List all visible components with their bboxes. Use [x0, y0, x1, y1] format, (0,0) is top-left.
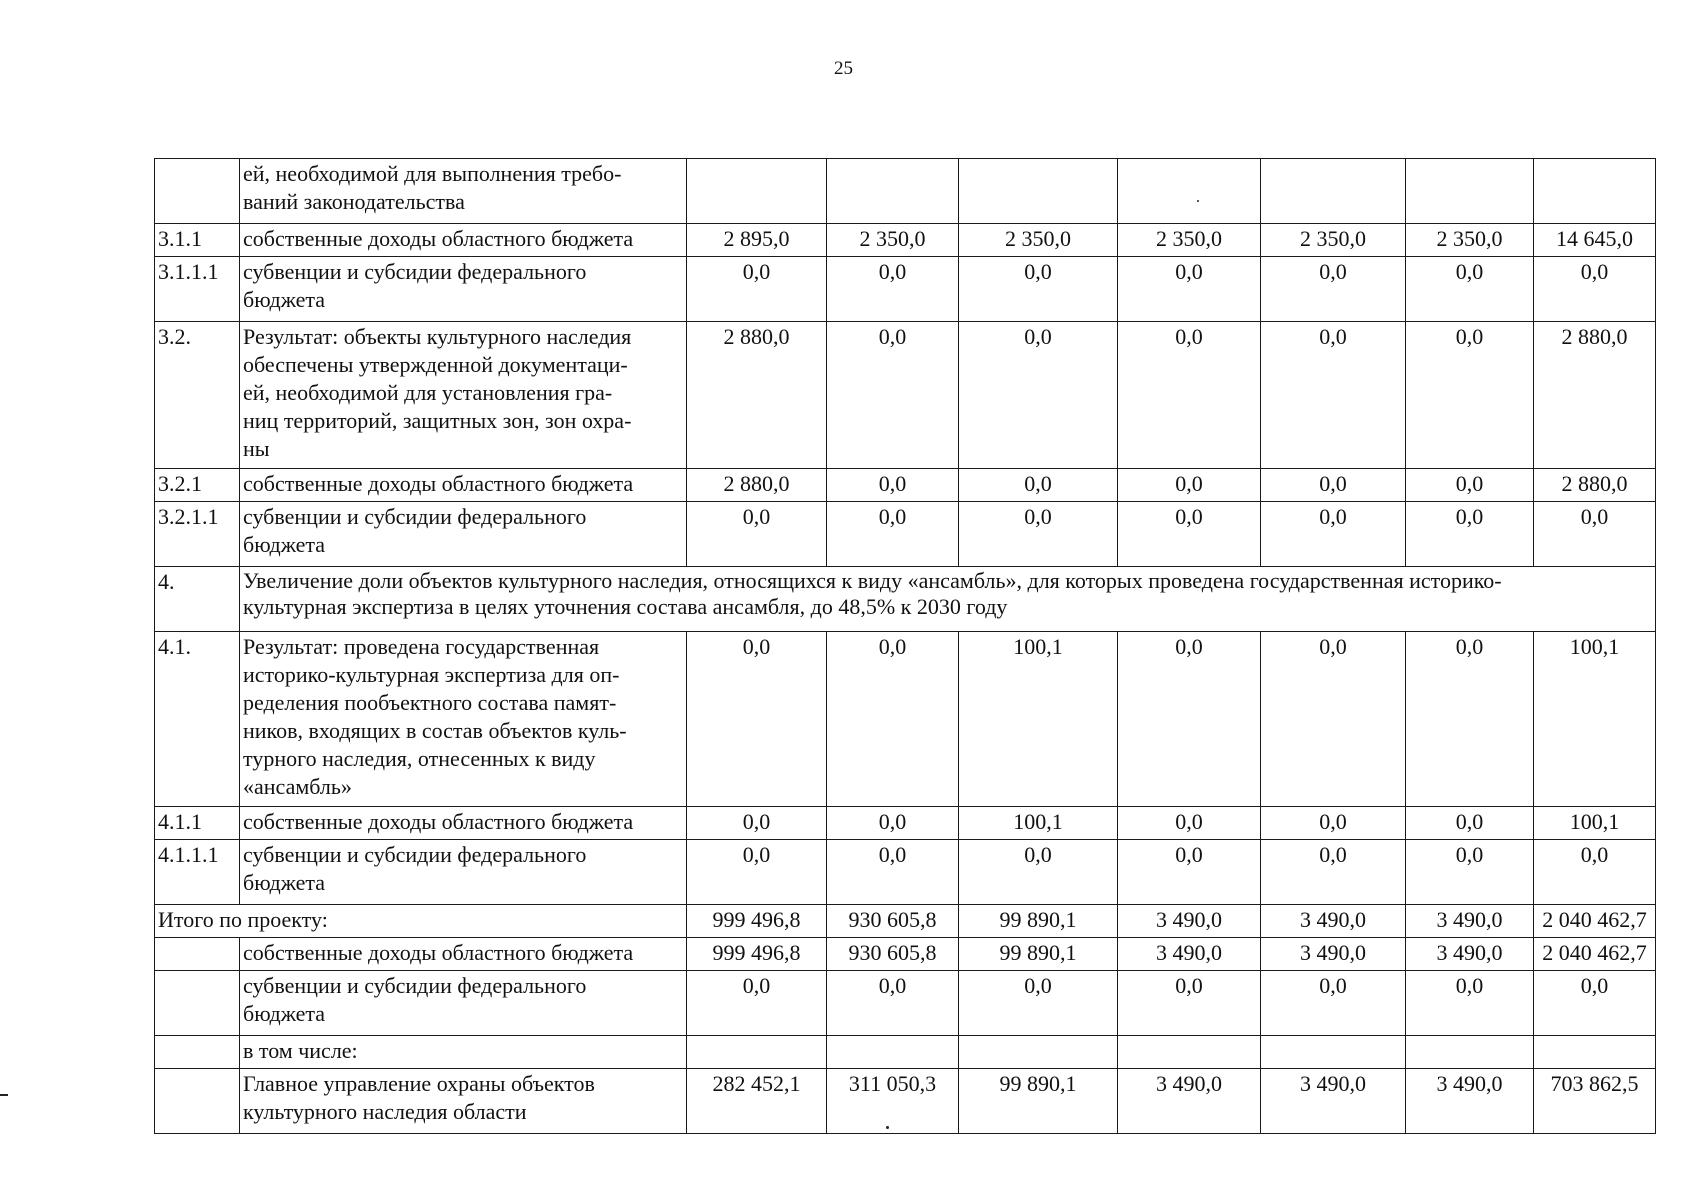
value-cell: 999 496,8 — [687, 905, 827, 938]
value-cell: 930 605,8 — [827, 938, 959, 971]
table-row — [155, 905, 1656, 938]
value-cell: 3 490,0 — [1406, 905, 1534, 938]
value-cell: 0,0 — [959, 257, 1118, 322]
table-row — [155, 840, 1656, 905]
value-cell: 0,0 — [1118, 469, 1261, 502]
value-cell: 0,0 — [1118, 632, 1261, 807]
value-cell: 0,0 — [1406, 502, 1534, 567]
value-cell: 2 880,0 — [687, 322, 827, 469]
section-heading: Увеличение доли объектов культурного наследия, относящихся к виду «ансамбль», для которых проведена государственная историко- культурная экспертиза в целях уточнения состава ансамбля, до 48,5% к 2030 году — [240, 567, 1656, 632]
total-label: Итого по проекту: — [155, 905, 687, 938]
value-cell: 0,0 — [959, 469, 1118, 502]
row-description: в том числе: — [240, 1036, 687, 1069]
value-cell: 0,0 — [1534, 840, 1656, 905]
value-cell: 0,0 — [1118, 971, 1261, 1036]
value-cell: 0,0 — [959, 502, 1118, 567]
value-cell: 0,0 — [1406, 971, 1534, 1036]
value-cell: 282 452,1 — [687, 1069, 827, 1134]
value-cell: 0,0 — [1118, 807, 1261, 840]
value-cell: 0,0 — [687, 971, 827, 1036]
value-cell: 999 496,8 — [687, 938, 827, 971]
value-cell — [1406, 159, 1534, 224]
value-cell: 99 890,1 — [959, 905, 1118, 938]
value-cell: 0,0 — [687, 807, 827, 840]
row-description: собственные доходы областного бюджета — [240, 807, 687, 840]
value-cell: 0,0 — [1261, 632, 1406, 807]
value-cell: 0,0 — [959, 322, 1118, 469]
value-cell — [687, 1036, 827, 1069]
table-row — [155, 807, 1656, 840]
value-cell: 0,0 — [1118, 840, 1261, 905]
value-cell: 0,0 — [1261, 257, 1406, 322]
row-description: субвенции и субсидии федерального бюджета — [240, 502, 687, 567]
value-cell — [1261, 1036, 1406, 1069]
value-cell: 0,0 — [1406, 807, 1534, 840]
row-code: 3.1.1.1 — [155, 257, 240, 322]
value-cell — [1261, 159, 1406, 224]
row-code: 3.2.1.1 — [155, 502, 240, 567]
value-cell: 2 350,0 — [959, 224, 1118, 257]
row-code — [155, 1069, 240, 1134]
margin-mark — [0, 1094, 8, 1096]
value-cell: 99 890,1 — [959, 938, 1118, 971]
value-cell: 3 490,0 — [1118, 938, 1261, 971]
value-cell: 100,1 — [1534, 632, 1656, 807]
value-cell: 311 050,3 — [827, 1069, 959, 1134]
value-cell: 0,0 — [827, 632, 959, 807]
value-cell: 2 040 462,7 — [1534, 938, 1656, 971]
value-cell — [1406, 1036, 1534, 1069]
value-cell: 0,0 — [1406, 840, 1534, 905]
page-number: 25 — [834, 58, 853, 79]
table-row — [155, 632, 1656, 807]
value-cell: 0,0 — [687, 257, 827, 322]
table-row — [155, 469, 1656, 502]
value-cell: 0,0 — [1118, 257, 1261, 322]
row-description: субвенции и субсидии федерального бюджета — [240, 840, 687, 905]
table-row — [155, 224, 1656, 257]
value-cell: 3 490,0 — [1406, 938, 1534, 971]
row-code — [155, 1036, 240, 1069]
value-cell — [1534, 159, 1656, 224]
value-cell: 0,0 — [687, 840, 827, 905]
value-cell — [1118, 159, 1261, 224]
value-cell: 100,1 — [959, 632, 1118, 807]
row-description: Результат: объекты культурного наследия обеспечены утвержденной документаци- ей, необходимой для установления гра- ниц территорий, защитных зон, зон охра- ны — [240, 322, 687, 469]
row-description: собственные доходы областного бюджета — [240, 224, 687, 257]
value-cell: 0,0 — [1261, 469, 1406, 502]
value-cell: 0,0 — [827, 257, 959, 322]
value-cell: 3 490,0 — [1118, 1069, 1261, 1134]
table-row — [155, 1069, 1656, 1134]
value-cell — [1534, 1036, 1656, 1069]
value-cell: 0,0 — [1118, 502, 1261, 567]
table-row — [155, 1036, 1656, 1069]
value-cell: 100,1 — [1534, 807, 1656, 840]
value-cell: 0,0 — [1406, 322, 1534, 469]
value-cell: 2 350,0 — [1118, 224, 1261, 257]
value-cell: 3 490,0 — [1261, 1069, 1406, 1134]
value-cell: 2 895,0 — [687, 224, 827, 257]
value-cell: 0,0 — [827, 971, 959, 1036]
value-cell: 99 890,1 — [959, 1069, 1118, 1134]
value-cell — [959, 159, 1118, 224]
value-cell: 0,0 — [1406, 469, 1534, 502]
value-cell: 0,0 — [1261, 502, 1406, 567]
row-description: Главное управление охраны объектов культурного наследия области — [240, 1069, 687, 1134]
value-cell: 2 350,0 — [827, 224, 959, 257]
budget-table — [154, 158, 1656, 1134]
value-cell: 0,0 — [827, 840, 959, 905]
row-description: собственные доходы областного бюджета — [240, 469, 687, 502]
value-cell: 0,0 — [1406, 257, 1534, 322]
value-cell: 0,0 — [1261, 322, 1406, 469]
value-cell: 0,0 — [1534, 971, 1656, 1036]
row-code: 4.1.1.1 — [155, 840, 240, 905]
value-cell: 0,0 — [1118, 322, 1261, 469]
value-cell: 0,0 — [827, 322, 959, 469]
row-code: 4. — [155, 567, 240, 632]
table-row — [155, 567, 1656, 632]
table-row — [155, 971, 1656, 1036]
row-description: субвенции и субсидии федерального бюджета — [240, 257, 687, 322]
value-cell: 0,0 — [1534, 257, 1656, 322]
value-cell: 3 490,0 — [1261, 905, 1406, 938]
value-cell — [827, 1036, 959, 1069]
value-cell: 0,0 — [1534, 502, 1656, 567]
value-cell: 0,0 — [827, 469, 959, 502]
value-cell — [687, 159, 827, 224]
row-code: 3.2. — [155, 322, 240, 469]
value-cell: 0,0 — [687, 502, 827, 567]
value-cell: 0,0 — [827, 807, 959, 840]
row-description: Результат: проведена государственная историко-культурная экспертиза для оп- ределения пообъектного состава памят- ников, входящих в состав объектов куль- турного наследия, отнесенных к виду «ансамбль» — [240, 632, 687, 807]
value-cell: 0,0 — [959, 971, 1118, 1036]
table-body — [155, 159, 1656, 1134]
value-cell: 0,0 — [1261, 971, 1406, 1036]
row-code: 3.1.1 — [155, 224, 240, 257]
value-cell: 100,1 — [959, 807, 1118, 840]
value-cell: 0,0 — [1261, 840, 1406, 905]
row-code — [155, 938, 240, 971]
table-row — [155, 502, 1656, 567]
table-row — [155, 257, 1656, 322]
value-cell: 703 862,5 — [1534, 1069, 1656, 1134]
value-cell: 0,0 — [827, 502, 959, 567]
value-cell: 0,0 — [1261, 807, 1406, 840]
value-cell: 2 040 462,7 — [1534, 905, 1656, 938]
value-cell: 3 490,0 — [1261, 938, 1406, 971]
row-code — [155, 159, 240, 224]
value-cell: 3 490,0 — [1406, 1069, 1534, 1134]
value-cell: 2 880,0 — [1534, 322, 1656, 469]
row-code: 4.1.1 — [155, 807, 240, 840]
value-cell — [827, 159, 959, 224]
value-cell: 930 605,8 — [827, 905, 959, 938]
value-cell — [1118, 1036, 1261, 1069]
table-row — [155, 159, 1656, 224]
value-cell: 2 350,0 — [1261, 224, 1406, 257]
value-cell: 2 880,0 — [687, 469, 827, 502]
value-cell — [959, 1036, 1118, 1069]
value-cell: 2 880,0 — [1534, 469, 1656, 502]
value-cell: 2 350,0 — [1406, 224, 1534, 257]
table-row — [155, 938, 1656, 971]
value-cell: 0,0 — [1406, 632, 1534, 807]
value-cell: 14 645,0 — [1534, 224, 1656, 257]
row-code: 3.2.1 — [155, 469, 240, 502]
row-description: ей, необходимой для выполнения требо- ваний законодательства — [240, 159, 687, 224]
row-code: 4.1. — [155, 632, 240, 807]
row-code — [155, 971, 240, 1036]
table-row — [155, 322, 1656, 469]
row-description: субвенции и субсидии федерального бюджета — [240, 971, 687, 1036]
value-cell: 0,0 — [959, 840, 1118, 905]
value-cell: 3 490,0 — [1118, 905, 1261, 938]
value-cell: 0,0 — [687, 632, 827, 807]
row-description: собственные доходы областного бюджета — [240, 938, 687, 971]
